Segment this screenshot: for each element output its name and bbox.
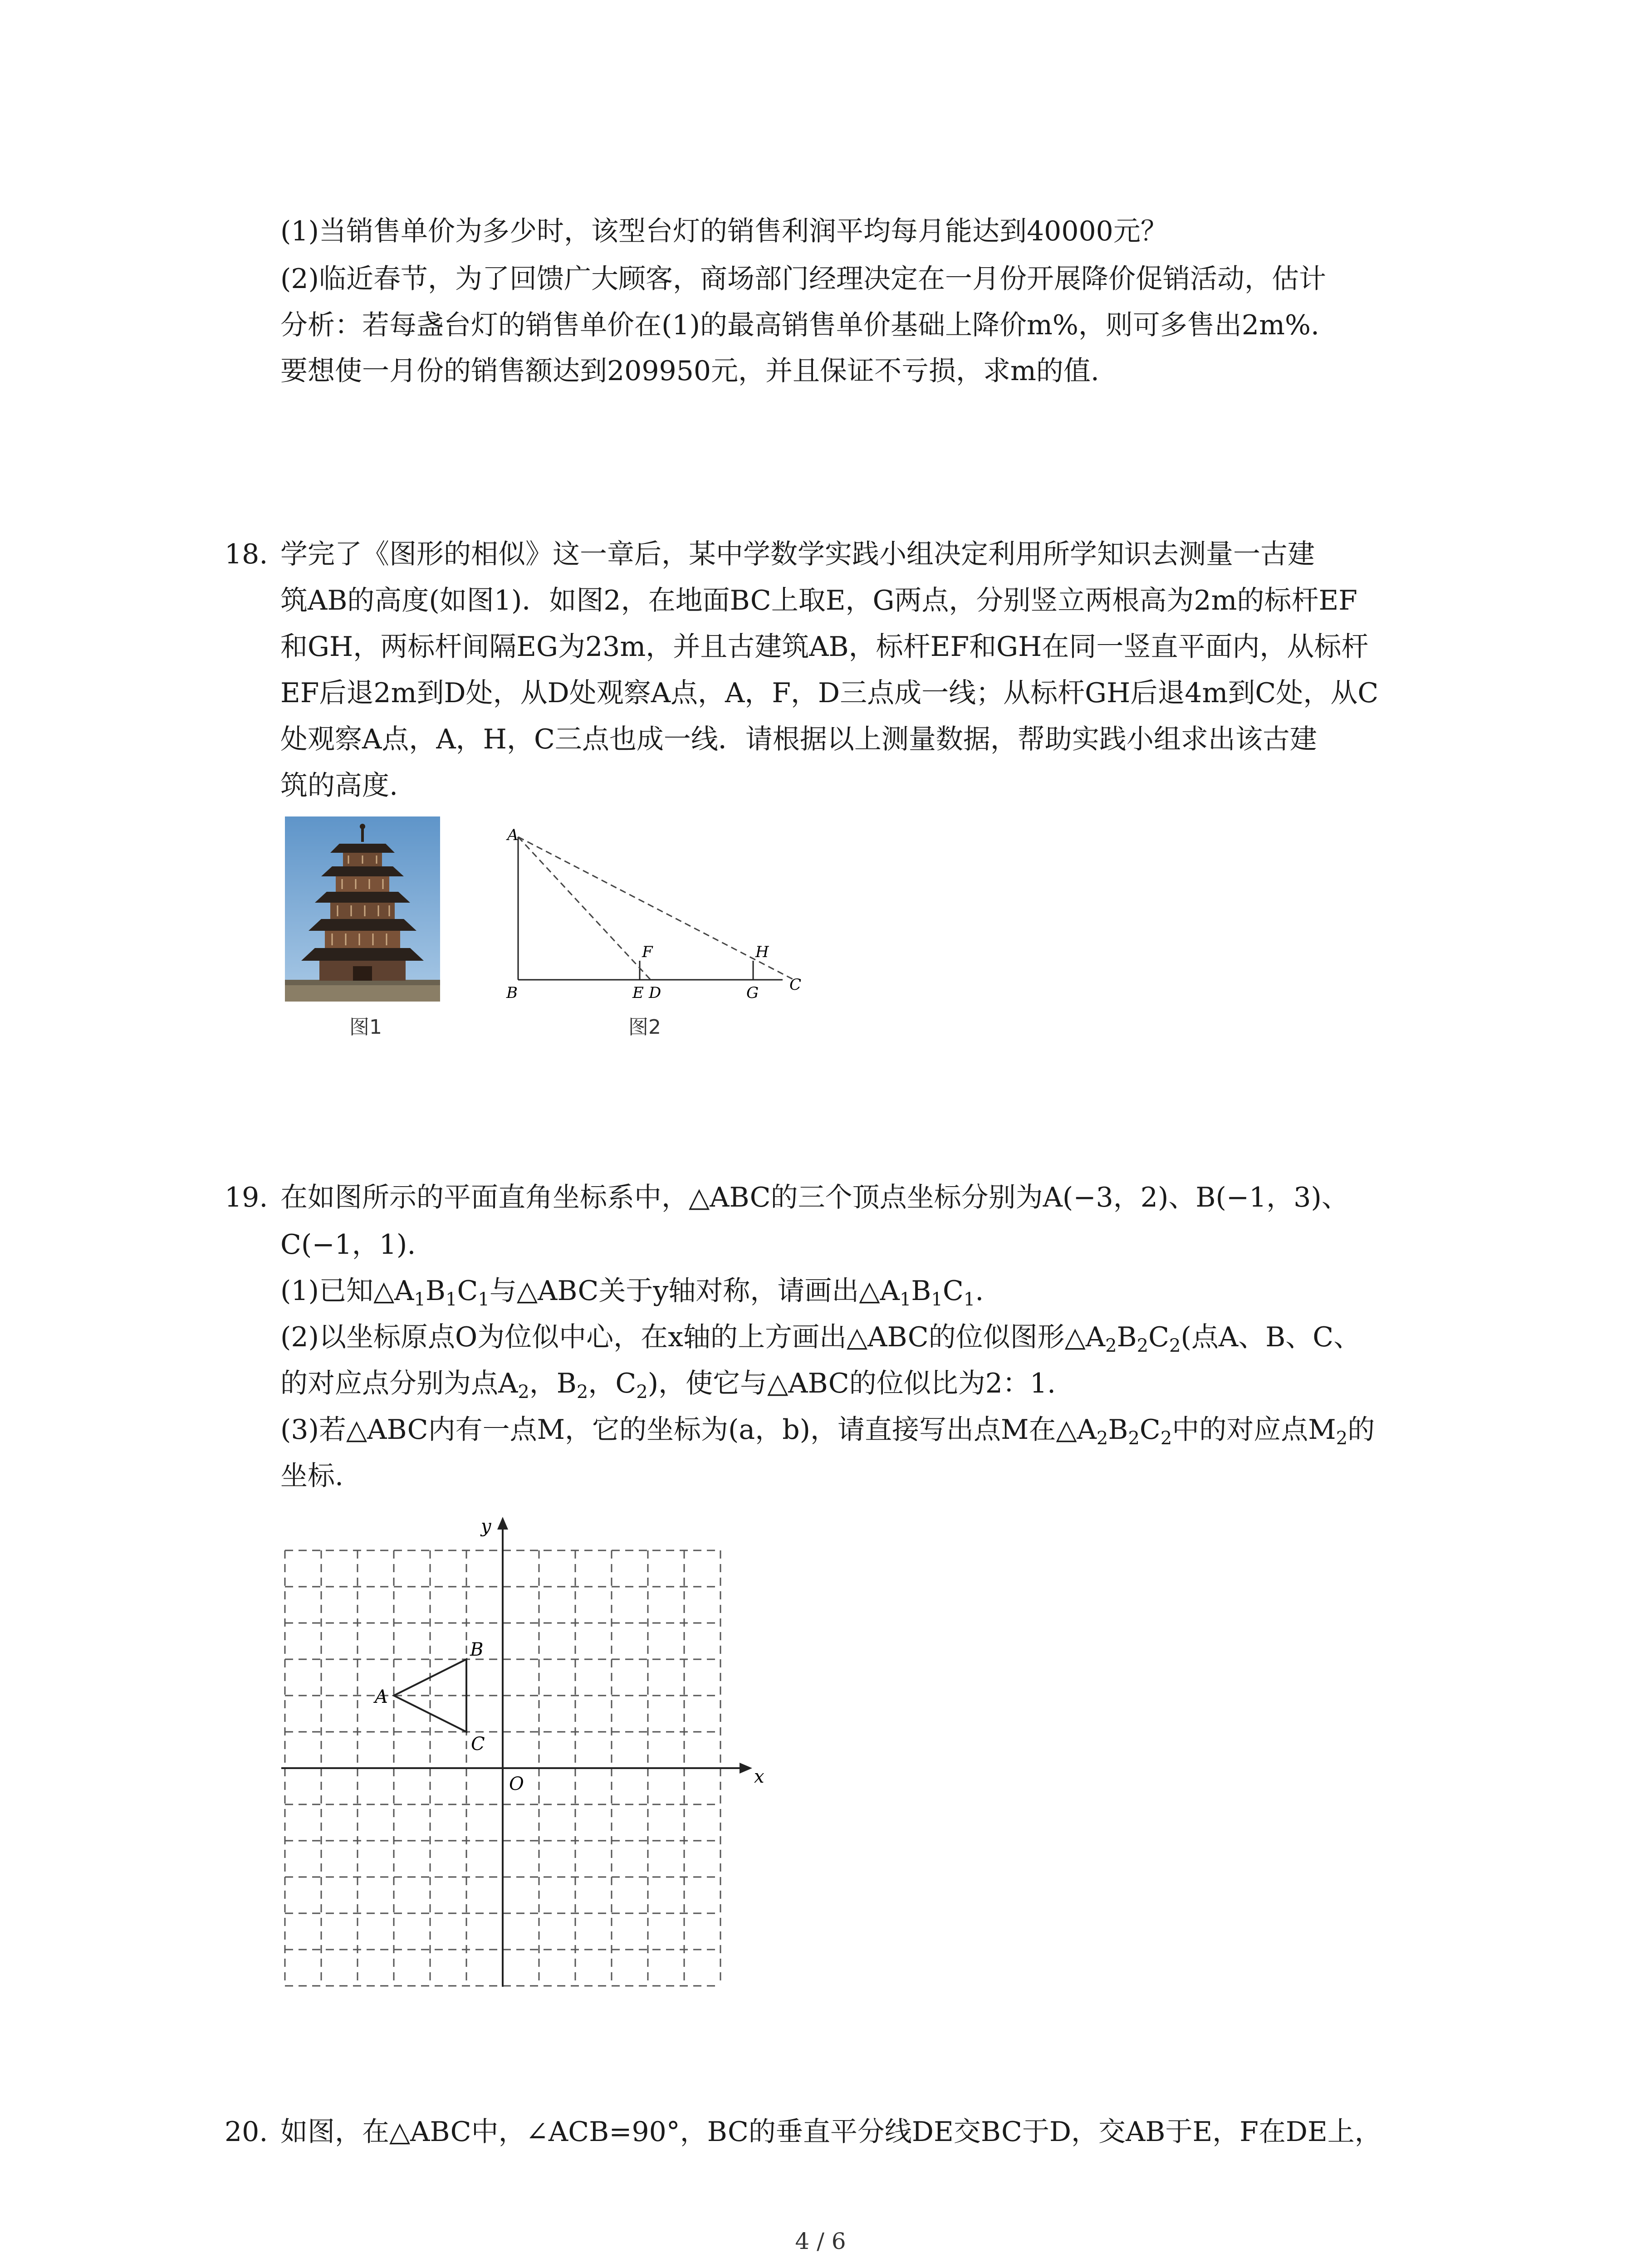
q17-part1: (1)当销售单价为多少时，该型台灯的销售利润平均每月能达到40000元？ [280,215,1168,247]
origin-label: O [509,1774,524,1794]
axis-y-label: y [481,1516,491,1537]
fig2-diagram [499,821,817,1012]
point-label-c: C [471,1734,485,1755]
q18-line2: 筑AB的高度(如图1)．如图2，在地面BC上取E，G两点，分别竖立两根高为2m的标杆EF [280,585,1357,616]
fig1-caption: 图1 [349,1016,382,1039]
q18-line3: 和GH，两标杆间隔EG为23m，并且古建筑AB，标杆EF和GH在同一竖直平面内，从标杆 [280,631,1369,663]
label-H: H [755,943,769,961]
q20-number: 20. [225,2116,268,2148]
q19-part2-line1: (2)以坐标原点O为位似中心，在x轴的上方画出△ABC的位似图形$\triangle A_2B_2C_2$(点A、B、C、 [280,1321,1361,1356]
q19-part3-line2: 坐标. [280,1460,344,1492]
label-F: F [642,943,653,961]
q17-part2-line3: 要想使一月份的销售额达到209950元，并且保证不亏损，求m的值. [280,355,1100,387]
label-G: G [746,984,759,1002]
label-D: D [649,984,661,1002]
label-A: A [507,826,519,844]
q18-line5: 处观察A点，A，H，C三点也成一线．请根据以上测量数据，帮助实践小组求出该古建 [280,723,1317,755]
q18-line4: EF后退2m到D处，从D处观察A点，A，F，D三点成一线；从标杆GH后退4m到C处，从C [280,677,1379,709]
q19-part1: (1)已知$\triangle A_1B_1C_1$与△ABC关于y轴对称，请画出$\triangle A_1B_1C_1$. [280,1275,984,1310]
q19-part2-line2: 的对应点分别为点$A_2$，$B_2$，$C_2$)，使它与△ABC的位似比为2：1. [280,1368,1056,1403]
q19-part3-line1: (3)若△ABC内有一点M，它的坐标为(a，b)，请直接写出点M在$\triangle A_2B_2C_2$中的对应点$M_2$的 [280,1414,1375,1449]
pagoda-photo [285,816,440,1002]
q19-number: 19. [225,1182,268,1213]
point-label-a: A [375,1686,388,1707]
q18-number: 18. [225,538,268,570]
fig2-caption: 图2 [628,1016,661,1039]
q19-line2: C(−1，1). [280,1229,416,1261]
label-B: B [506,984,518,1002]
page-number: 4 / 6 [795,2228,846,2254]
x-axis-arrow [740,1763,752,1774]
q19-line1: 在如图所示的平面直角坐标系中，△ABC的三个顶点坐标分别为A(−3，2)、B(−1，3)、 [280,1182,1349,1213]
q17-part2-line2: 分析：若每盏台灯的销售单价在(1)的最高销售单价基础上降价m%，则可多售出2m%. [280,309,1320,341]
q18-line1: 学完了《图形的相似》这一章后，某中学数学实践小组决定利用所学知识去测量一古建 [280,538,1315,570]
y-axis-arrow [497,1517,508,1530]
point-label-b: B [470,1639,484,1660]
q17-part2-line1: (2)临近春节，为了回馈广大顾客，商场部门经理决定在一月份开展降价促销活动，估计 [280,263,1326,295]
label-C: C [789,976,802,994]
axis-x-label: x [754,1766,764,1787]
label-E: E [632,984,644,1002]
q18-line6: 筑的高度. [280,770,398,802]
q20-line1: 如图，在△ABC中，∠ACB=90°，BC的垂直平分线DE交BC于D，交AB于E，F在DE上， [280,2116,1382,2148]
coordinate-grid [272,1515,771,1996]
